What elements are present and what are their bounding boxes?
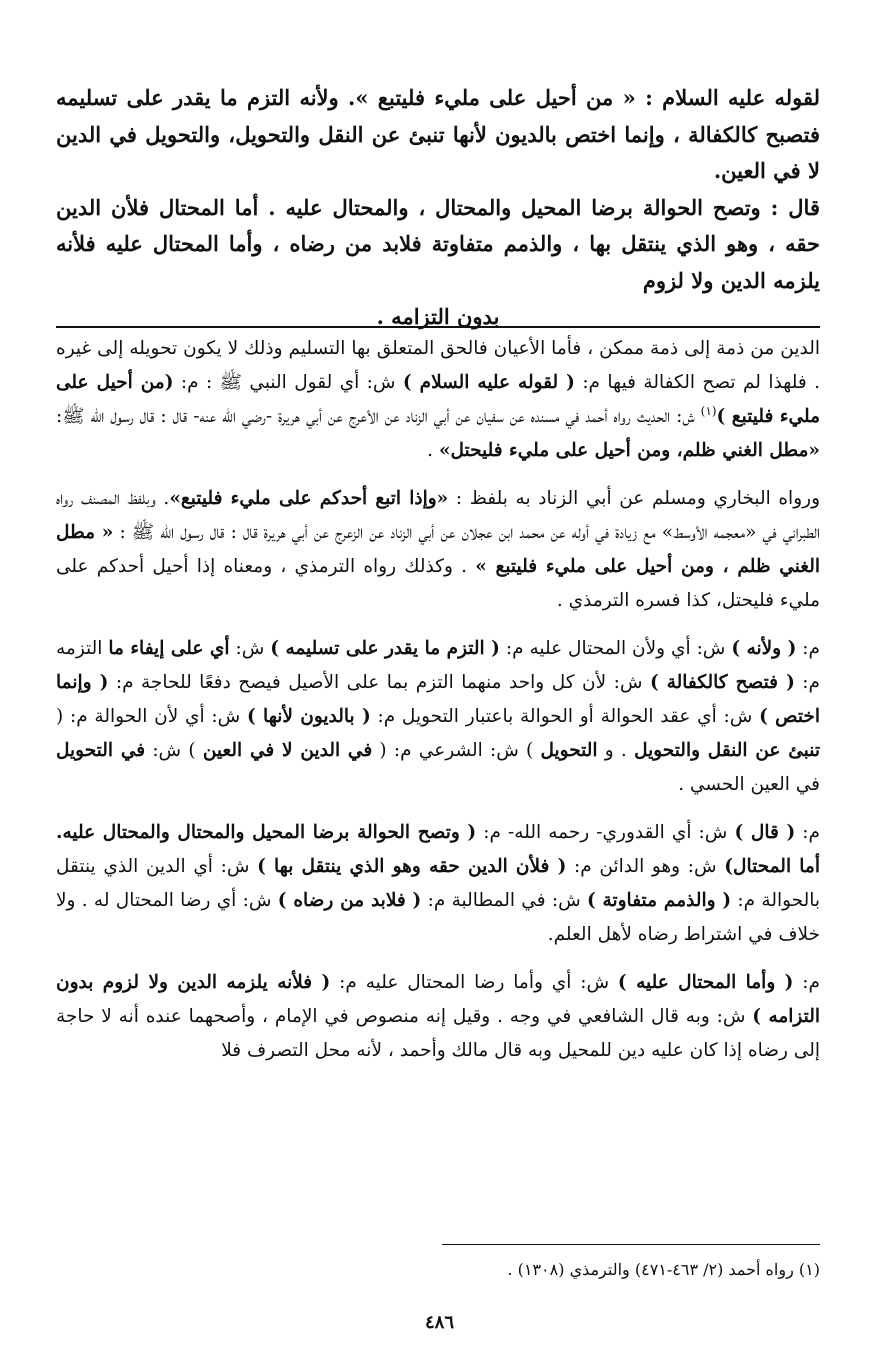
c3-h: ( فتصح كالكفالة ) [649,672,795,693]
c4-f: ( فلأن الدين حقه وهو الذي ينتقل بها ) [257,856,567,877]
c3-c: ش: أي ولأن المحتال عليه م: [499,638,732,659]
c3-a: م: [796,638,820,659]
c5-b: ( وأما المحتال عليه ) [617,972,794,993]
c3-i: ش: لأن كل واحد منهما التزم بما على الأصيل فيصح دفعًا للحاجة م: [108,672,650,693]
c3-s: ) ش: [145,740,203,761]
c3-o: . و [597,740,635,761]
c2-a: ورواه البخاري ومسلم عن أبي الزناد به بلفظ : [448,488,821,509]
commentary-paragraph-3 [56,632,820,802]
c4-h: ( والذمم متفاوتة ) [586,890,732,911]
c4-e: ش: وهو الدائن م: [566,856,725,877]
footnote-reference[interactable]: (١) [700,403,717,418]
matn-line-2: قال : وتصح الحوالة برضا المحيل والمحتال ، والمحتال عليه . أما المحتال فلأن الدين حقه ، وهو الذي ينتقل بها ، والذمم متفاوتة فلابد من رضاه ، وأما المحتال عليه فلأنه يلزمه الدين ولا لزوم [56,194,820,293]
main-text-block [56,80,820,336]
c3-t: في التحويل [56,740,146,761]
c3-r: في الدين لا في العين [202,740,373,761]
c1-a: الدين من ذمة إلى ذمة ممكن ، فأما الأعيان فالحق المتعلق بها التسليم وذلك لا يكون تحويله إلى غيره . فلهذا لم تصح الكفالة فيها م: [56,338,820,393]
c1-c: ش: أي لقول النبي ﷺ : م: [173,372,403,393]
footnote: (١) رواه أحمد (٢/ ٤٦٣-٤٧١) والترمذي (١٣٠٨) . [507,1260,820,1279]
c3-g: التزمه م: [56,638,820,693]
c3-q: ) ش: الشرعي م: ( [372,740,541,761]
c2-c: . وبلفظ المصنف رواه الطبراني في «معجمه الأوسط» مع زيادة في أوله عن محمد ابن عجلان عن أبي الزناد عن الزعرج عن أبي هريرة قال : قال رسول الله ﷺ : [56,488,820,543]
c3-l: ( بالديون لأنها ) [246,706,371,727]
c3-k: ش: أي عقد الحوالة أو الحوالة باعتبار التحويل م: [370,706,760,727]
c2-d: « مطل الغني ظلم ، ومن أحيل على مليء فليتبع » [56,522,820,577]
c4-g: ش: أي الدين الذي ينتقل بالحوالة م: [56,856,821,911]
c3-m: ش: أي لأن الحوالة م: ( [56,706,247,727]
c3-d: ( التزم ما يقدر على تسليمه ) [270,638,500,659]
c3-b: ( ولأنه ) [731,638,797,659]
c5-a: م: [793,972,820,993]
matn-line-3: بدون التزامه . [376,304,500,329]
c1-e: ش: الحديث رواه أحمد في مسنده عن سفيان عن أبي الزناد عن الأعرج عن أبي هريرة -رضي الله عنه- قال : قال رسول الله ﷺ: [56,406,701,427]
page-number: ٤٨٦ [424,1312,454,1333]
c4-k: ش: أي رضا المحتال له . ولا خلاف في اشتراط رضاه لأهل العلم. [56,890,820,945]
commentary-paragraph-5 [56,966,820,1068]
c3-u: في العين الحسي . [678,774,820,795]
commentary-paragraph-1 [56,332,820,468]
c1-g: . [427,440,439,461]
c3-f: أي على إيفاء ما [108,638,230,659]
c4-c: ش: أي القدوري- رحمه الله- م: [476,822,735,843]
c1-d: (من أحيل على مليء فليتبع ) [56,372,820,427]
c4-j: ( فلابد من رضاه ) [277,890,422,911]
c4-d: ( وتصح الحوالة برضا المحيل والمحتال والمحتال عليه. أما المحتال) [56,822,820,877]
c3-j: ( وإنما اختص ) [56,672,820,727]
c4-a: م: [795,822,820,843]
c4-i: ش: في المطالبة م: [421,890,587,911]
c4-b: ( قال ) [734,822,796,843]
c3-n: تنبئ عن النقل والتحويل [634,740,820,761]
commentary-block [56,332,820,1082]
matn-text [56,80,820,336]
c3-p: التحويل [540,740,598,761]
c5-e: ش: وبه قال الشافعي في وجه . وقيل إنه منصوص في الإمام ، وأصحهما عنده أنه لا حاجة إلى رضاه إذا كان عليه دين للمحيل وبه قال مالك وأحمد ، لأنه محل التصرف فلا [56,1006,820,1061]
c5-c: ش: أي وأما رضا المحتال عليه م: [330,972,618,993]
c2-b: «وإذا اتبع أحدكم على مليء فليتبع» [169,488,449,509]
footnote-separator [442,1244,820,1245]
c1-b: ( لقوله عليه السلام ) [402,372,575,393]
commentary-paragraph-4 [56,816,820,952]
c3-e: ش: [229,638,271,659]
c1-f: «مطل الغني ظلم، ومن أحيل على مليء فليحتل» [438,440,820,461]
c2-e: . وكذلك رواه الترمذي ، ومعناه إذا أحيل أحدكم على مليء فليحتل، كذا فسره الترمذي . [56,556,820,611]
c5-d: ( فلأنه يلزمه الدين ولا لزوم بدون التزامه ) [56,972,820,1027]
separator-rule [56,326,820,328]
commentary-paragraph-2 [56,482,820,618]
matn-line-1: لقوله عليه السلام : « من أحيل على مليء فليتبع ». ولأنه التزم ما يقدر على تسليمه فتصبح كالكفالة ، وإنما اختص بالديون لأنها تنبئ عن النقل والتحويل، والتحويل في الدين لا في العين. [56,85,820,183]
